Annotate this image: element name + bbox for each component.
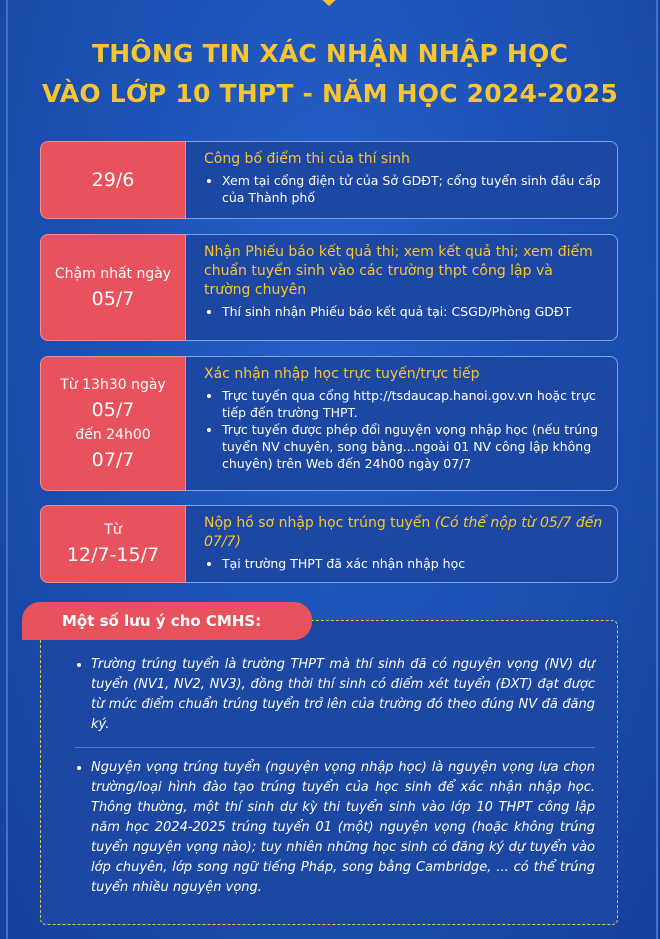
- list-item: • Xem tại cổng điện tử của Sở GDĐT; cổng tuyển sinh đầu cấp của Thành phố: [222, 172, 603, 206]
- timeline-row-4: [40, 505, 618, 583]
- heading-note: (Có thể nộp từ 05/7 đến 07/7): [204, 515, 603, 550]
- date-box: [40, 234, 186, 341]
- note-item: • Trường trúng tuyển là trường THPT mà thí sinh đã có nguyện vọng (NV) dự tuyển (NV1, NV2, NV3), đồng thời thí sinh có điểm xét tuyển (ĐXT) đạt được từ mức điểm chuẩn trúng tuyển trở lên của trường đó theo đúng NV đã đăng ký.: [91, 655, 595, 735]
- timeline-row-1: [40, 141, 618, 219]
- notes-list: [75, 655, 595, 735]
- row-heading: [204, 514, 603, 552]
- row-heading: Nhận Phiếu báo kết quả thi; xem kết quả thi; xem điểm chuẩn tuyển sinh vào các trường thpt công lập và trường chuyên: [204, 244, 593, 298]
- date-box: [40, 141, 186, 219]
- page-title: [0, 34, 660, 114]
- info-box: [186, 141, 618, 219]
- bullet-list: [204, 303, 603, 320]
- divider: [75, 747, 595, 748]
- notes-list: [75, 758, 595, 898]
- info-box: [186, 234, 618, 341]
- bullet-list: [204, 555, 603, 572]
- notes-label: Một số lưu ý cho CMHS:: [22, 602, 312, 640]
- date-box: [40, 505, 186, 583]
- row-heading: Công bố điểm thi của thí sinh: [204, 151, 410, 167]
- info-box: [186, 356, 618, 491]
- date-main: 12/7-15/7: [66, 544, 160, 566]
- date-prefix: Chậm nhất ngày: [54, 265, 172, 282]
- bullet-text: hoặc trực tiếp đến trường THPT.: [222, 388, 596, 420]
- bullet-list: [204, 387, 603, 472]
- portal-link[interactable]: http://tsdaucap.hanoi.gov.vn: [353, 388, 533, 403]
- row-heading: Xác nhận nhập học trực tuyến/trực tiếp: [204, 366, 480, 382]
- heading-text: Nộp hồ sơ nhập học trúng tuyển: [204, 515, 431, 531]
- info-box: [186, 505, 618, 583]
- date-prefix: Từ: [104, 522, 122, 538]
- date-main: 05/7: [91, 287, 135, 310]
- timeline-row-3: [40, 356, 618, 491]
- list-item: [222, 387, 603, 421]
- date-main: 07/7: [91, 448, 135, 471]
- list-item: • Thí sinh nhận Phiếu báo kết quả tại: CSGD/Phòng GDĐT: [222, 303, 603, 320]
- date-prefix: đến 24h00: [75, 426, 151, 443]
- title-line-1: THÔNG TIN XÁC NHẬN NHẬP HỌC: [92, 39, 568, 68]
- note-item: • Nguyện vọng trúng tuyển (nguyện vọng nhập học) là nguyện vọng lựa chọn trường/loại hình đào tạo trúng tuyển của học sinh để xác nhận nhập học. Thông thường, một thí sinh dự kỳ thi tuyển sinh vào lớp 10 THPT công lập năm học 2024-2025 trúng tuyển 01 (một) nguyện vọng (hoặc không trúng tuyển nguyện vọng nào); tuy nhiên những học sinh có đăng ký dự tuyển vào lớp chuyên, lớp song ngữ tiếng Pháp, song bằng Cambridge, ... có thể trúng tuyển nhiều nguyện vọng.: [91, 758, 595, 898]
- date-prefix: Từ 13h30 ngày: [60, 376, 166, 393]
- date-main: 29/6: [91, 169, 135, 191]
- timeline-row-2: [40, 234, 618, 341]
- list-item: • Trực tuyến được phép đổi nguyện vọng nhập học (nếu trúng tuyển NV chuyên, song bằng...ngoài 01 NV công lập không chuyên) trên Web đến 24h00 ngày 07/7: [222, 421, 603, 472]
- date-box: [40, 356, 186, 491]
- title-line-2: VÀO LỚP 10 THPT - NĂM HỌC 2024-2025: [42, 79, 618, 108]
- bullet-text: Trực tuyến qua cổng: [222, 388, 354, 403]
- date-main: 05/7: [91, 398, 135, 421]
- bullet-list: [204, 172, 603, 206]
- notes-box: [40, 620, 618, 925]
- list-item: • Tại trường THPT đã xác nhận nhập học: [222, 555, 603, 572]
